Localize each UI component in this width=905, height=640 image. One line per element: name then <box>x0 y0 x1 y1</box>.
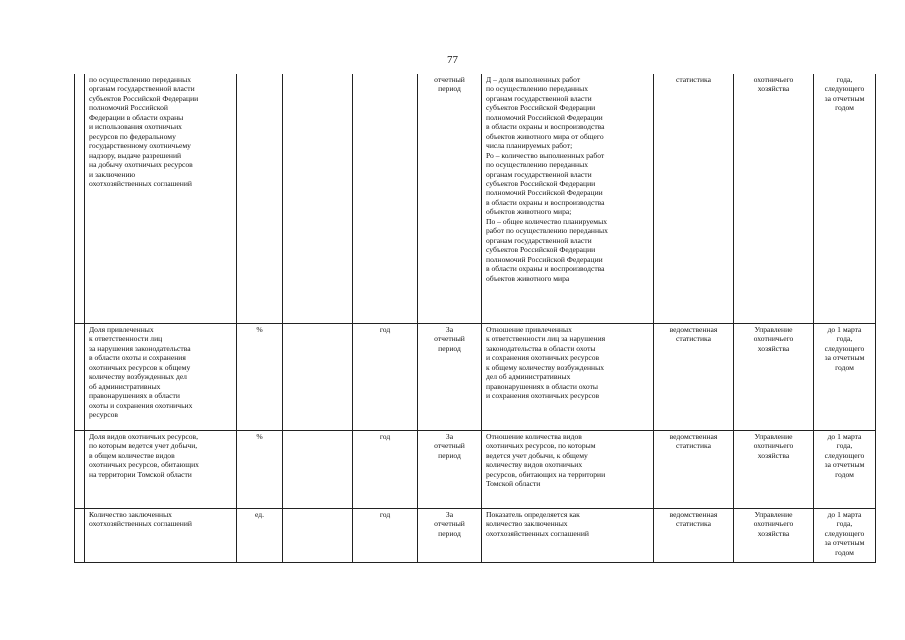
unit-cell <box>237 74 283 324</box>
calculation-method-cell: Д – доля выполненных работ по осуществлению переданных органам государственной власти субъектов Российской Федерации полномочий Российской Федерации в области охраны и воспроизводства объектов животного мира от общего числа планируемых работ; Ро – количество выполненных работ по осуществлению переданных органам государственной власти субъектов Российской Федерации полномочий Российской Федерации в области охраны и воспроизводства объектов животного мира; По – общее количество планируемых работ по осуществлению переданных органам государственной власти субъектов Российской Федерации полномочий Российской Федерации в области охраны и воспроизводства объектов животного мира <box>482 74 654 324</box>
row-number-cell <box>75 74 85 324</box>
data-source-cell: ведомственная статистика <box>654 509 734 563</box>
unit-cell: ед. <box>237 509 283 563</box>
table-row <box>75 74 876 324</box>
row-number-cell <box>75 324 85 431</box>
time-characteristic-cell: За отчетный период <box>418 431 482 509</box>
indicator-name-cell: Доля привлеченных к ответственности лиц за нарушения законодательства в области охоты и сохранения охотничьих ресурсов к общему количеству возбужденных дел об административных правонарушениях в области охоты и сохранения охотничьих ресурсов <box>85 324 237 431</box>
time-characteristic-cell: За отчетный период <box>418 324 482 431</box>
extra-cell <box>283 324 353 431</box>
extra-cell <box>283 74 353 324</box>
data-source-cell: ведомственная статистика <box>654 431 734 509</box>
row-number-cell <box>75 431 85 509</box>
periodicity-cell <box>353 74 418 324</box>
deadline-cell: года, следующего за отчетным годом <box>814 74 876 324</box>
periodicity-cell: год <box>353 324 418 431</box>
time-characteristic-cell: За отчетный период <box>418 509 482 563</box>
periodicity-cell: год <box>353 509 418 563</box>
unit-cell: % <box>237 431 283 509</box>
data-source-cell: статистика <box>654 74 734 324</box>
table-row <box>75 431 876 509</box>
indicator-name-cell: по осуществлению переданных органам государственной власти субъектов Российской Федерации полномочий Российской Федерации в области охраны и использования охотничьих ресурсов по федеральному государственному охотничьему надзору, выдаче разрешений на добычу охотничьих ресурсов и заключению охотхозяйственных соглашений <box>85 74 237 324</box>
responsible-cell: Управление охотничьего хозяйства <box>734 431 814 509</box>
row-number-cell <box>75 509 85 563</box>
time-characteristic-cell: отчетный период <box>418 74 482 324</box>
deadline-cell: до 1 марта года, следующего за отчетным годом <box>814 509 876 563</box>
indicators-table <box>74 74 876 563</box>
calculation-method-cell: Отношение количества видов охотничьих ресурсов, по которым ведется учет добычи, к общему количеству видов охотничьих ресурсов, обитающих на территории Томской области <box>482 431 654 509</box>
responsible-cell: Управление охотничьего хозяйства <box>734 509 814 563</box>
table-row <box>75 324 876 431</box>
table-row <box>75 509 876 563</box>
indicator-name-cell: Количество заключенных охотхозяйственных соглашений <box>85 509 237 563</box>
deadline-cell: до 1 марта года, следующего за отчетным годом <box>814 324 876 431</box>
calculation-method-cell: Показатель определяется как количество заключенных охотхозяйственных соглашений <box>482 509 654 563</box>
extra-cell <box>283 509 353 563</box>
page-number: 77 <box>447 54 458 66</box>
responsible-cell: охотничьего хозяйства <box>734 74 814 324</box>
deadline-cell: до 1 марта года, следующего за отчетным годом <box>814 431 876 509</box>
unit-cell: % <box>237 324 283 431</box>
data-source-cell: ведомственная статистика <box>654 324 734 431</box>
extra-cell <box>283 431 353 509</box>
responsible-cell: Управление охотничьего хозяйства <box>734 324 814 431</box>
periodicity-cell: год <box>353 431 418 509</box>
indicator-name-cell: Доля видов охотничьих ресурсов, по которым ведется учет добычи, в общем количестве видов охотничьих ресурсов, обитающих на территории Томской области <box>85 431 237 509</box>
calculation-method-cell: Отношение привлеченных к ответственности лиц за нарушения законодательства в области охоты и сохранения охотничьих ресурсов к общему количеству возбужденных дел об административных правонарушениях в области охоты и сохранения охотничьих ресурсов <box>482 324 654 431</box>
